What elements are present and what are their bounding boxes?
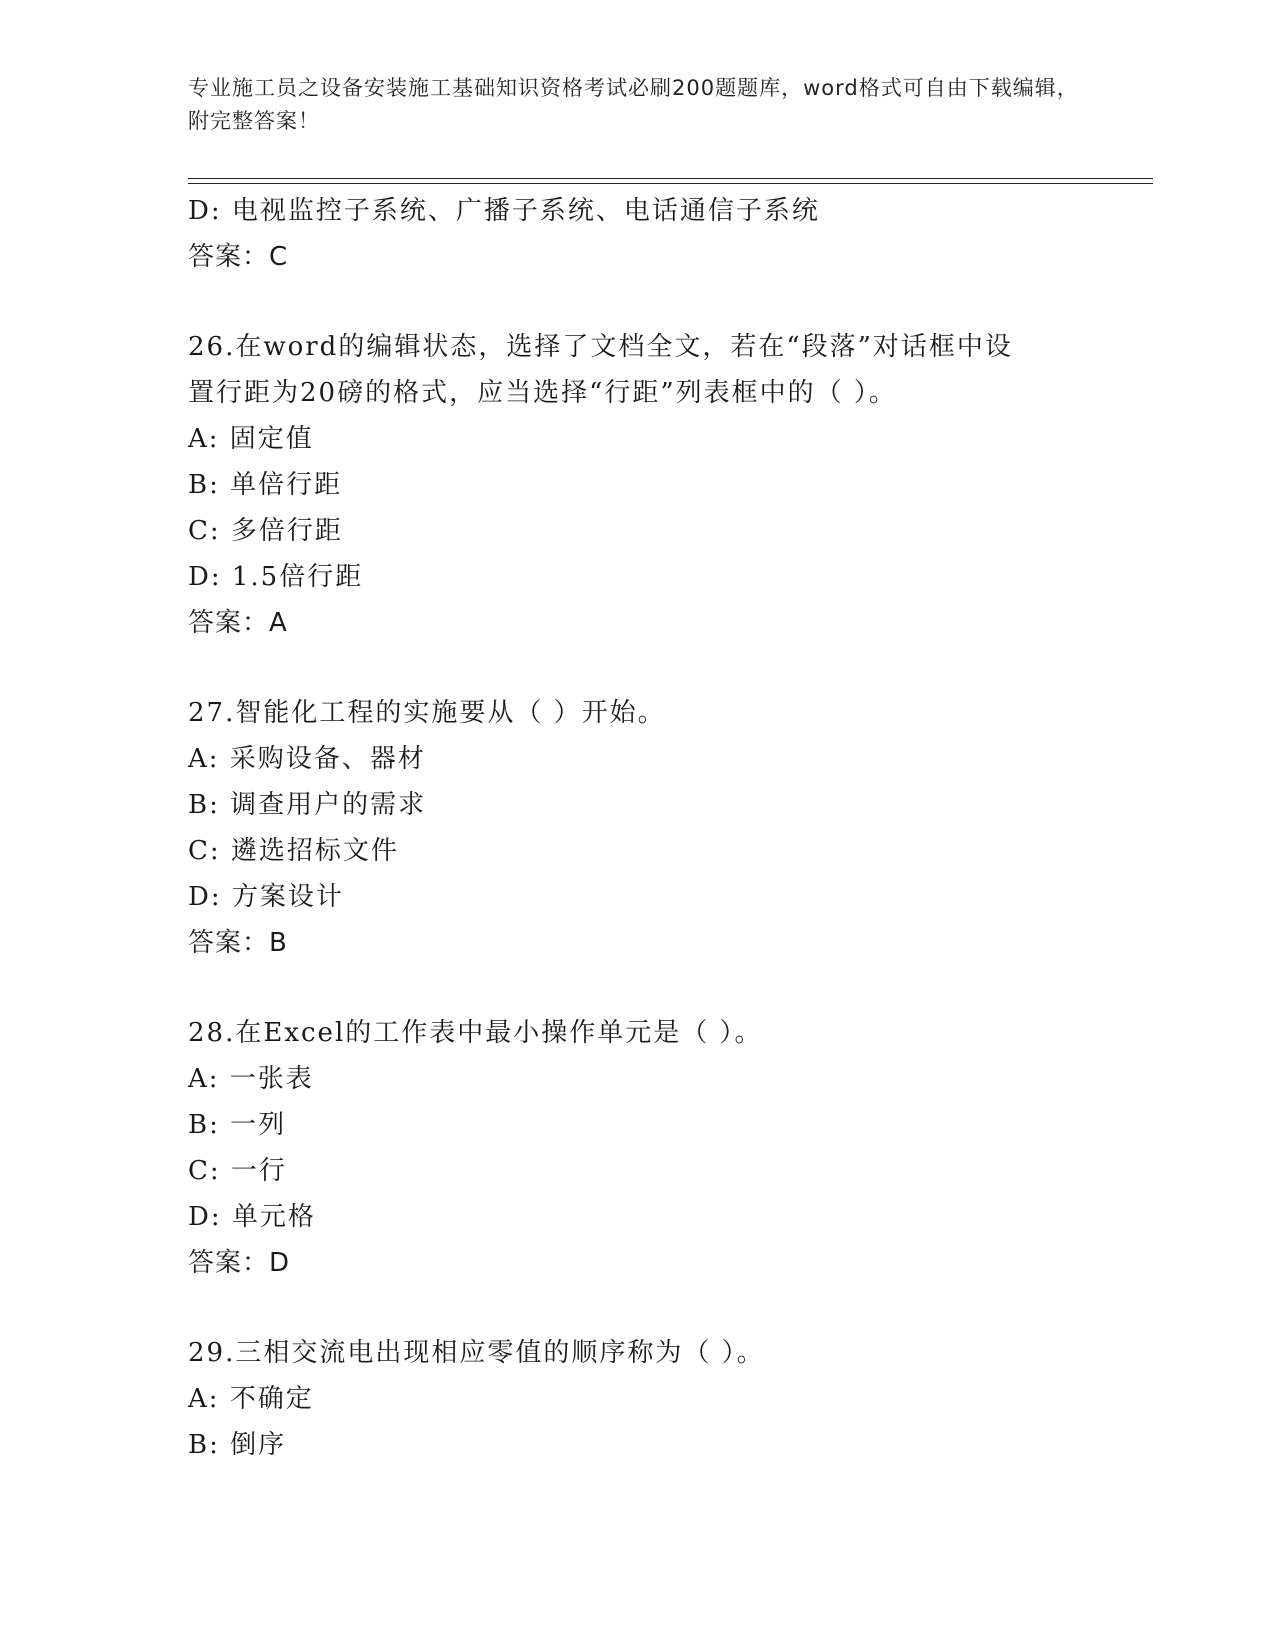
question-stem-line: 27.智能化工程的实施要从（ ）开始。 — [188, 698, 666, 728]
option-a: A: 不确定 — [188, 1384, 314, 1414]
header-rule-bottom — [188, 183, 1153, 184]
question-27 — [188, 690, 1088, 966]
option-d: D: 方案设计 — [188, 882, 344, 912]
option-b: B: 调查用户的需求 — [188, 790, 427, 820]
option-b: B: 一列 — [188, 1110, 287, 1140]
question-29 — [188, 1330, 1088, 1468]
spacer — [188, 966, 1088, 1010]
option-d: D: 1.5倍行距 — [188, 562, 364, 592]
option-a: A: 采购设备、器材 — [188, 744, 426, 774]
question-28 — [188, 1010, 1088, 1286]
option-c: C: 多倍行距 — [188, 516, 343, 546]
header-text: 专业施工员之设备安装施工基础知识资格考试必刷200题题库，word格式可自由下载编辑，附完整答案！ — [188, 76, 1079, 133]
spacer — [188, 646, 1088, 690]
option-a: A: 固定值 — [188, 424, 314, 454]
answer-label: 答案：B — [188, 928, 288, 958]
question-list — [188, 188, 1088, 1468]
question-25-tail — [188, 188, 1088, 280]
spacer — [188, 1286, 1088, 1330]
answer-label: 答案：A — [188, 608, 288, 638]
spacer — [188, 280, 1088, 324]
header-rule-top — [188, 178, 1153, 179]
option-c: C: 遴选招标文件 — [188, 836, 399, 866]
option-a: A: 一张表 — [188, 1064, 314, 1094]
question-stem-line: 29.三相交流电出现相应零值的顺序称为（ ）。 — [188, 1338, 765, 1368]
document-header — [188, 72, 1088, 138]
option-c: C: 一行 — [188, 1156, 287, 1186]
question-26 — [188, 324, 1088, 646]
option-b: B: 倒序 — [188, 1430, 287, 1460]
question-stem-line: 26.在word的编辑状态，选择了文档全文，若在“段落”对话框中设 — [188, 332, 1013, 362]
answer-label: 答案：D — [188, 1248, 291, 1278]
option-d: D: 电视监控子系统、广播子系统、电话通信子系统 — [188, 196, 820, 226]
question-stem-line: 置行距为20磅的格式，应当选择“行距”列表框中的（ ）。 — [188, 378, 897, 408]
option-d: D: 单元格 — [188, 1202, 316, 1232]
option-b: B: 单倍行距 — [188, 470, 343, 500]
question-stem-line: 28.在Excel的工作表中最小操作单元是（ ）。 — [188, 1018, 763, 1048]
answer-label: 答案：C — [188, 242, 289, 272]
